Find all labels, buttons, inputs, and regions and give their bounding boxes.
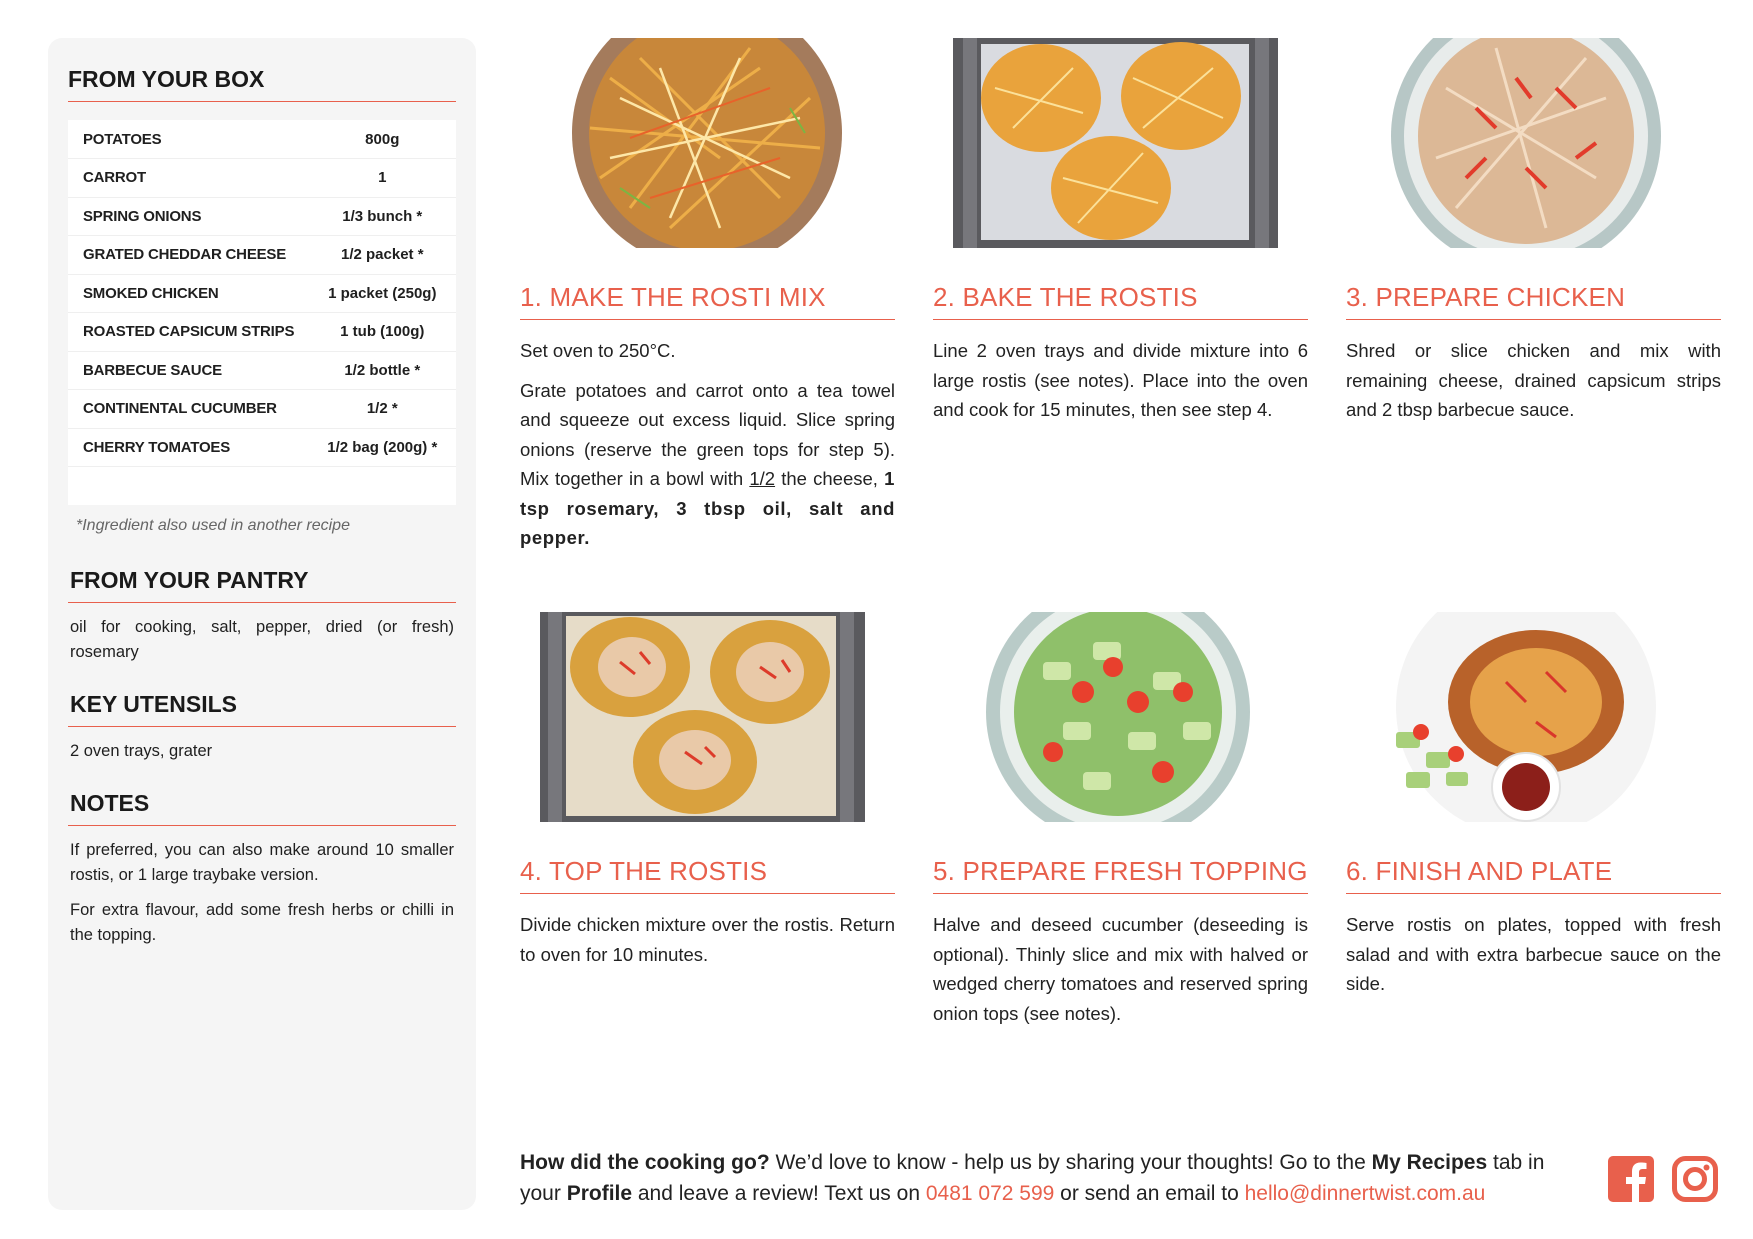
ingredient-name: CARROT (68, 159, 309, 198)
ingredient-name: POTATOES (68, 120, 309, 159)
step-6 (1346, 612, 1721, 999)
empty-cell (68, 467, 456, 505)
ingredient-qty: 1/2 packet * (309, 236, 456, 275)
feedback-footer (520, 1147, 1580, 1209)
ingredient-row (68, 236, 456, 275)
step-5-body: Halve and deseed cucumber (deseeding is optional). Thinly slice and mix with halved or wedged cherry tomatoes and reserved spring onion tops (see notes). (933, 914, 1308, 1024)
step-2-title: 2. BAKE THE ROSTIS (933, 282, 1308, 320)
ingredient-qty: 800g (309, 120, 456, 159)
step-1-text-2b: the cheese, (775, 468, 885, 489)
step-5-title: 5. PREPARE FRESH TOPPING (933, 856, 1308, 894)
step-2-photo (933, 38, 1308, 248)
ingredient-qty: 1/2 bag (200g) * (309, 428, 456, 467)
step-4-photo (520, 612, 895, 822)
ingredient-row (68, 197, 456, 236)
ingredient-name: CHERRY TOMATOES (68, 428, 309, 467)
step-1-text-1: Set oven to 250°C. (520, 340, 676, 361)
step-1-bold-ingredients: 1 tsp rosemary, 3 tbsp oil, salt and pepper. (520, 468, 895, 548)
instagram-icon[interactable] (1672, 1156, 1718, 1202)
step-4-body: Divide chicken mixture over the rostis. Return to oven for 10 minutes. (520, 914, 895, 965)
notes-text (68, 838, 456, 948)
pantry-text: oil for cooking, salt, pepper, dried (or fresh) rosemary (70, 617, 454, 661)
step-1-photo (520, 38, 895, 248)
ingredient-qty: 1/2 * (309, 390, 456, 429)
note-2: For extra flavour, add some fresh herbs or chilli in the topping. (70, 900, 454, 944)
pantry-section (68, 567, 456, 665)
ingredients-sidebar (48, 38, 476, 1210)
ingredient-row-empty (68, 467, 456, 505)
step-1-underlined: 1/2 (749, 468, 776, 489)
step-1-text-2a: Grate potatoes and carrot onto a tea towel and squeeze out excess liquid. Slice spring onions (reserve the green tops for step 5). Mix together in a bowl with (520, 379, 895, 489)
utensils-text: 2 oven trays, grater (70, 741, 213, 760)
ingredient-row (68, 159, 456, 198)
step-5 (933, 612, 1308, 1028)
ingredient-row (68, 120, 456, 159)
utensils-section (68, 691, 456, 764)
ingredient-row (68, 351, 456, 390)
step-4 (520, 612, 895, 969)
step-5-photo (933, 612, 1308, 822)
facebook-icon[interactable] (1608, 1156, 1654, 1202)
feedback-text-2: tab in your (520, 1151, 1545, 1205)
phone-link[interactable]: 0481 072 599 (925, 1182, 1055, 1205)
ingredient-row (68, 428, 456, 467)
feedback-text-3: and leave a review! Text us on (632, 1182, 926, 1205)
step-2 (933, 38, 1308, 425)
ingredient-name: BARBECUE SAUCE (68, 351, 309, 390)
ingredient-row (68, 313, 456, 352)
notes-section (68, 790, 456, 948)
ingredient-footnote: *Ingredient also used in another recipe (76, 516, 350, 534)
step-6-title: 6. FINISH AND PLATE (1346, 856, 1721, 894)
ingredient-row (68, 274, 456, 313)
step-3-photo (1346, 38, 1721, 248)
ingredient-row (68, 390, 456, 429)
email-link[interactable]: hello@dinnertwist.com.au (1244, 1182, 1486, 1205)
feedback-text-1: We’d love to know - help us by sharing your thoughts! Go to the (769, 1151, 1372, 1174)
from-your-pantry-heading: FROM YOUR PANTRY (68, 567, 456, 603)
ingredient-name: SPRING ONIONS (68, 197, 309, 236)
ingredients-table (68, 120, 456, 505)
step-3-title: 3. PREPARE CHICKEN (1346, 282, 1721, 320)
my-recipes-label: My Recipes (1371, 1151, 1488, 1174)
step-6-body: Serve rostis on plates, topped with fresh salad and with extra barbecue sauce on the side. (1346, 914, 1721, 994)
step-1-text-2 (520, 376, 895, 553)
step-3 (1346, 38, 1721, 425)
ingredient-name: GRATED CHEDDAR CHEESE (68, 236, 309, 275)
feedback-question: How did the cooking go? (520, 1151, 770, 1174)
step-1 (520, 38, 895, 553)
ingredient-qty: 1 packet (250g) (309, 274, 456, 313)
ingredient-name: CONTINENTAL CUCUMBER (68, 390, 309, 429)
key-utensils-heading: KEY UTENSILS (68, 691, 456, 727)
ingredient-qty: 1 (309, 159, 456, 198)
from-your-box-heading: FROM YOUR BOX (68, 66, 456, 102)
notes-heading: NOTES (68, 790, 456, 826)
ingredient-qty: 1 tub (100g) (309, 313, 456, 352)
step-2-body: Line 2 oven trays and divide mixture into 6 large rostis (see notes). Place into the oven and cook for 15 minutes, then see step 4. (933, 340, 1308, 420)
ingredient-qty: 1/2 bottle * (309, 351, 456, 390)
note-1: If preferred, you can also make around 10 smaller rostis, or 1 large traybake version. (70, 840, 454, 884)
ingredient-name: SMOKED CHICKEN (68, 274, 309, 313)
profile-label: Profile (566, 1182, 633, 1205)
ingredient-qty: 1/3 bunch * (309, 197, 456, 236)
step-6-photo (1346, 612, 1721, 822)
ingredient-name: ROASTED CAPSICUM STRIPS (68, 313, 309, 352)
step-4-title: 4. TOP THE ROSTIS (520, 856, 895, 894)
step-1-title: 1. MAKE THE ROSTI MIX (520, 282, 895, 320)
feedback-text-4: or send an email to (1054, 1182, 1245, 1205)
step-1-body (520, 336, 895, 553)
step-3-body: Shred or slice chicken and mix with remaining cheese, drained capsicum strips and 2 tbsp barbecue sauce. (1346, 340, 1721, 420)
